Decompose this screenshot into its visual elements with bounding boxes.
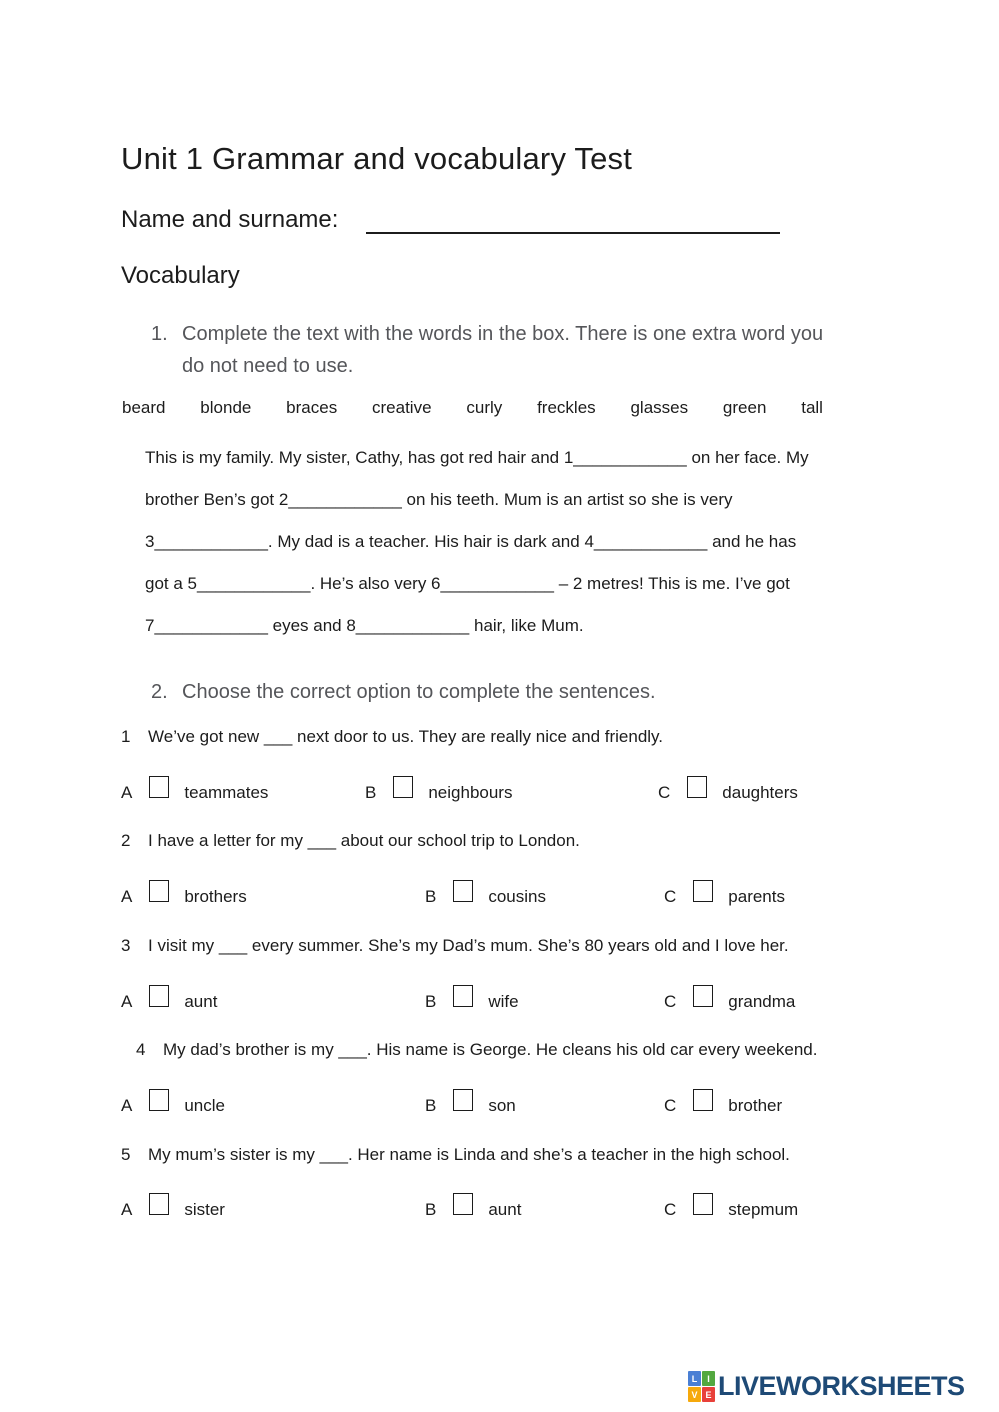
word-bank-item: freckles bbox=[537, 398, 596, 417]
question-number: 4 bbox=[136, 1040, 146, 1059]
question-number: 5 bbox=[121, 1145, 131, 1164]
option-letter: C bbox=[664, 992, 677, 1011]
question-number: 3 bbox=[121, 936, 131, 955]
word-bank-item: braces bbox=[286, 398, 338, 417]
option-label: teammates bbox=[184, 783, 269, 802]
question-row bbox=[121, 831, 580, 851]
cloze-line: 3____________. My dad is a teacher. His hair is dark and 4____________ and he has bbox=[145, 532, 797, 551]
options-row bbox=[0, 1089, 999, 1121]
answer-checkbox[interactable] bbox=[393, 776, 413, 798]
option-letter: C bbox=[658, 783, 671, 802]
word-bank-item: blonde bbox=[200, 398, 252, 417]
option-c bbox=[664, 1193, 798, 1220]
option-label: neighbours bbox=[428, 783, 513, 802]
option-label: sister bbox=[184, 1200, 225, 1219]
answer-checkbox[interactable] bbox=[453, 1089, 473, 1111]
option-letter: B bbox=[365, 783, 377, 802]
answer-checkbox[interactable] bbox=[149, 1089, 169, 1111]
option-b bbox=[425, 985, 519, 1012]
logo-letter-l: L bbox=[688, 1371, 701, 1386]
option-label: daughters bbox=[722, 783, 798, 802]
logo-letter-v: V bbox=[688, 1387, 701, 1402]
answer-checkbox[interactable] bbox=[453, 880, 473, 902]
cloze-text bbox=[145, 437, 905, 647]
options-row bbox=[0, 985, 999, 1017]
exercise2-instruction bbox=[151, 676, 656, 708]
option-label: brother bbox=[728, 1096, 783, 1115]
option-label: aunt bbox=[488, 1200, 522, 1219]
option-a bbox=[121, 880, 247, 907]
question-row bbox=[121, 1040, 817, 1060]
question-text: I have a letter for my ___ about our school trip to London. bbox=[148, 831, 580, 850]
option-label: wife bbox=[488, 992, 519, 1011]
liveworksheets-grid-icon bbox=[688, 1371, 715, 1402]
answer-checkbox[interactable] bbox=[149, 880, 169, 902]
question-number: 1 bbox=[121, 727, 131, 746]
option-a bbox=[121, 1193, 225, 1220]
cloze-line: brother Ben’s got 2____________ on his teeth. Mum is an artist so she is very bbox=[145, 490, 733, 509]
name-row bbox=[121, 206, 780, 234]
exercise2-number: 2. bbox=[151, 681, 168, 703]
liveworksheets-logo bbox=[688, 1371, 965, 1402]
name-label: Name and surname: bbox=[121, 206, 339, 233]
option-b bbox=[425, 1193, 521, 1220]
option-a bbox=[121, 776, 268, 803]
answer-checkbox[interactable] bbox=[149, 985, 169, 1007]
options-row bbox=[0, 880, 999, 912]
question-text: My dad’s brother is my ___. His name is George. He cleans his old car every weekend. bbox=[163, 1040, 818, 1059]
answer-checkbox[interactable] bbox=[687, 776, 707, 798]
option-c bbox=[658, 776, 798, 803]
option-letter: A bbox=[121, 783, 133, 802]
question-row bbox=[121, 936, 789, 956]
options-row bbox=[0, 776, 999, 808]
option-letter: C bbox=[664, 1096, 677, 1115]
word-bank-item: beard bbox=[122, 398, 166, 417]
answer-checkbox[interactable] bbox=[693, 985, 713, 1007]
question-row bbox=[121, 1145, 790, 1165]
question-number: 2 bbox=[121, 831, 131, 850]
logo-letter-e: E bbox=[702, 1387, 715, 1402]
option-b bbox=[425, 880, 546, 907]
exercise1-instruction bbox=[151, 318, 840, 382]
question-text: We’ve got new ___ next door to us. They are really nice and friendly. bbox=[148, 727, 664, 746]
answer-checkbox[interactable] bbox=[149, 776, 169, 798]
option-c bbox=[664, 880, 785, 907]
option-letter: B bbox=[425, 992, 437, 1011]
word-bank-item: glasses bbox=[630, 398, 689, 417]
brand-name: LIVEWORKSHEETS bbox=[718, 1371, 965, 1401]
option-letter: A bbox=[121, 992, 133, 1011]
option-letter: B bbox=[425, 1200, 437, 1219]
word-bank-item: creative bbox=[372, 398, 432, 417]
page-title: Unit 1 Grammar and vocabulary Test bbox=[121, 141, 633, 176]
word-bank-item: tall bbox=[801, 398, 823, 417]
option-letter: A bbox=[121, 1096, 133, 1115]
word-bank-item: green bbox=[722, 398, 767, 417]
name-blank-line[interactable] bbox=[366, 206, 780, 234]
cloze-line: got a 5____________. He’s also very 6____________ – 2 metres! This is me. I’ve got bbox=[145, 574, 790, 593]
word-bank bbox=[122, 398, 823, 418]
word-bank-item: curly bbox=[466, 398, 503, 417]
option-letter: C bbox=[664, 1200, 677, 1219]
option-label: aunt bbox=[184, 992, 218, 1011]
answer-checkbox[interactable] bbox=[693, 880, 713, 902]
answer-checkbox[interactable] bbox=[693, 1089, 713, 1111]
answer-checkbox[interactable] bbox=[693, 1193, 713, 1215]
answer-checkbox[interactable] bbox=[149, 1193, 169, 1215]
option-c bbox=[664, 985, 795, 1012]
option-b bbox=[425, 1089, 516, 1116]
option-label: grandma bbox=[728, 992, 796, 1011]
question-text: I visit my ___ every summer. She’s my Dad’s mum. She’s 80 years old and I love her. bbox=[148, 936, 789, 955]
option-label: stepmum bbox=[728, 1200, 799, 1219]
option-b bbox=[365, 776, 512, 803]
logo-letter-i: I bbox=[702, 1371, 715, 1386]
option-letter: C bbox=[664, 887, 677, 906]
option-letter: A bbox=[121, 1200, 133, 1219]
option-label: uncle bbox=[184, 1096, 225, 1115]
answer-checkbox[interactable] bbox=[453, 1193, 473, 1215]
cloze-line: This is my family. My sister, Cathy, has got red hair and 1____________ on her face. My bbox=[145, 448, 809, 467]
exercise2-instruction-text: Choose the correct option to complete the sentences. bbox=[182, 681, 656, 703]
option-label: son bbox=[488, 1096, 516, 1115]
vocabulary-heading: Vocabulary bbox=[121, 262, 240, 289]
option-c bbox=[664, 1089, 782, 1116]
exercise1-number: 1. bbox=[151, 323, 168, 345]
exercise1-instruction-text: Complete the text with the words in the box. There is one extra word you do not need to use. bbox=[182, 323, 824, 377]
option-label: brothers bbox=[184, 887, 247, 906]
cloze-line: 7____________ eyes and 8____________ hair, like Mum. bbox=[145, 616, 584, 635]
option-letter: B bbox=[425, 1096, 437, 1115]
options-row bbox=[0, 1193, 999, 1225]
question-row bbox=[121, 727, 663, 747]
option-a bbox=[121, 1089, 225, 1116]
option-label: cousins bbox=[488, 887, 546, 906]
option-letter: B bbox=[425, 887, 437, 906]
option-label: parents bbox=[728, 887, 785, 906]
option-letter: A bbox=[121, 887, 133, 906]
option-a bbox=[121, 985, 217, 1012]
answer-checkbox[interactable] bbox=[453, 985, 473, 1007]
question-text: My mum’s sister is my ___. Her name is Linda and she’s a teacher in the high school. bbox=[148, 1145, 790, 1164]
